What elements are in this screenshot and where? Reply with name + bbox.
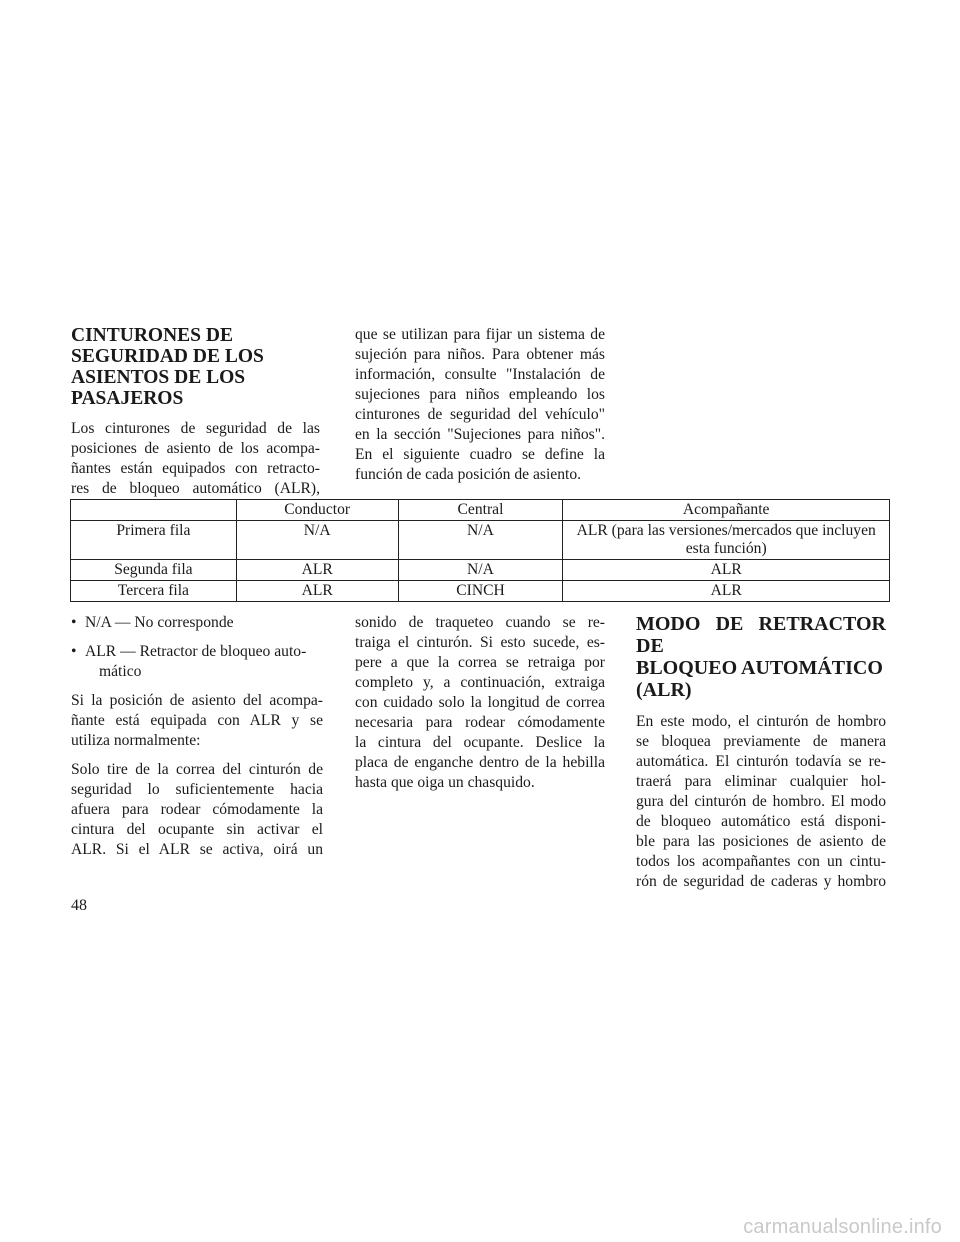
text-line: que se utilizan para fijar un sistema de (355, 326, 605, 343)
text-line: posiciones de asiento de los acompa- (71, 440, 320, 457)
section-heading-alr-mode (636, 613, 886, 701)
table-cell: N/A (398, 521, 563, 560)
text-line: función de cada posición de asiento. (355, 466, 582, 483)
table-header-cell: Central (398, 500, 563, 521)
table-cell: CINCH (398, 581, 563, 602)
heading-line: SEGURIDAD DE LOS (71, 346, 264, 367)
heading-line: BLOQUEO AUTOMÁTICO (636, 657, 883, 679)
text-line: automática. El cinturón todavía se re- (636, 753, 886, 770)
table-cell: N/A (236, 521, 398, 560)
paragraph-instructions-continued (355, 613, 605, 793)
text-line: información, consulte "Instalación de (355, 366, 605, 383)
text-line: en la sección "Sujeciones para niños". (355, 426, 605, 443)
paragraph-intro (71, 419, 320, 499)
text-line: En el siguiente cuadro se define la (355, 446, 605, 463)
text-line: necesaria para rodear cómodamente (355, 714, 605, 731)
text-line: ALR. Si el ALR se activa, oirá un (71, 841, 323, 858)
text-line: rón de seguridad de caderas y hombro (636, 873, 886, 890)
legend-list (71, 613, 323, 682)
column-left-top (71, 325, 320, 508)
table-cell: ALR (563, 560, 890, 581)
table-header-cell: Acompañante (563, 500, 890, 521)
table-cell: ALR (para las versiones/mercados que incluyen esta función) (563, 521, 890, 560)
section-heading-cinturones (71, 325, 320, 409)
table-row (71, 560, 890, 581)
text-line: En este modo, el cinturón de hombro (636, 713, 886, 730)
table-cell: Segunda fila (71, 560, 237, 581)
text-line: Si la posición de asiento del acompa- (71, 692, 323, 709)
text-line: afuera para rodear cómodamente la (71, 801, 323, 818)
heading-line: PASAJEROS (71, 388, 184, 409)
column-middle-top (355, 325, 605, 494)
table-cell: ALR (236, 560, 398, 581)
page-number: 48 (71, 897, 87, 914)
text-line: ñantes están equipados con retracto- (71, 460, 320, 477)
text-line: traerá para eliminar cualquier hol- (636, 773, 886, 790)
paragraph-alr-condition (71, 691, 323, 751)
text-line: Solo tire de la correa del cinturón de (71, 761, 323, 778)
heading-line: ASIENTOS DE LOS (71, 367, 246, 388)
heading-line: (ALR) (636, 679, 692, 701)
column-middle-bottom (355, 613, 605, 802)
table-cell: Primera fila (71, 521, 237, 560)
text-line: sujeciones para niños empleando los (355, 386, 605, 403)
text-line: cinturones de seguridad del vehículo" (355, 406, 605, 423)
table-row (71, 521, 890, 560)
text-line: de bloqueo automático está disponi- (636, 813, 886, 830)
paragraph-intro-continued (355, 325, 605, 485)
text-line: todos los acompañantes con un cintu- (636, 853, 886, 870)
column-left-bottom (71, 613, 323, 869)
text-line: sonido de traqueteo cuando se re- (355, 614, 605, 631)
text-line: res de bloqueo automático (ALR), (71, 480, 320, 497)
heading-line: CINTURONES DE (71, 325, 233, 346)
text-line: cintura del ocupante sin activar el (71, 821, 323, 838)
text-line: ñante está equipada con ALR y se (71, 712, 323, 729)
table-row (71, 581, 890, 602)
text-line: Los cinturones de seguridad de las (71, 420, 320, 437)
text-line: con cuidado solo la longitud de correa (355, 694, 605, 711)
text-line: sujeción para niños. Para obtener más (355, 346, 605, 363)
text-line: la cintura del ocupante. Deslice la (355, 734, 605, 751)
text-line: ble para las posiciones de asiento de (636, 833, 886, 850)
text-line: seguridad lo suficientemente hacia (71, 781, 323, 798)
text-line: utiliza normalmente: (71, 732, 201, 749)
column-right (636, 613, 886, 901)
text-line: se bloquea previamente de manera (636, 733, 886, 750)
heading-line: MODO DE RETRACTOR DE (636, 613, 886, 657)
table-header-cell (71, 500, 237, 521)
list-item-continuation: mático (99, 663, 142, 680)
table-cell: Tercera fila (71, 581, 237, 602)
paragraph-alr-mode (636, 712, 886, 892)
text-line: pere a que la correa se retraiga por (355, 654, 605, 671)
paragraph-instructions (71, 760, 323, 860)
watermark: carmanualsonline.info (743, 1216, 942, 1238)
list-item-text: ALR — Retractor de bloqueo auto- (85, 643, 307, 660)
text-line: gura del cinturón de hombro. El modo (636, 793, 886, 810)
seat-position-table (70, 499, 890, 602)
table-cell: ALR (563, 581, 890, 602)
table-cell: N/A (398, 560, 563, 581)
text-line: hasta que oiga un chasquido. (355, 774, 535, 791)
table-header-row (71, 500, 890, 521)
list-item (71, 642, 323, 682)
list-item (71, 613, 323, 633)
text-line: completo y, a continuación, extraiga (355, 674, 605, 691)
table-cell: ALR (236, 581, 398, 602)
table-header-cell: Conductor (236, 500, 398, 521)
text-line: traiga el cinturón. Si esto sucede, es- (355, 634, 605, 651)
list-item-text: N/A — No corresponde (85, 614, 234, 631)
text-line: placa de enganche dentro de la hebilla (355, 754, 605, 771)
